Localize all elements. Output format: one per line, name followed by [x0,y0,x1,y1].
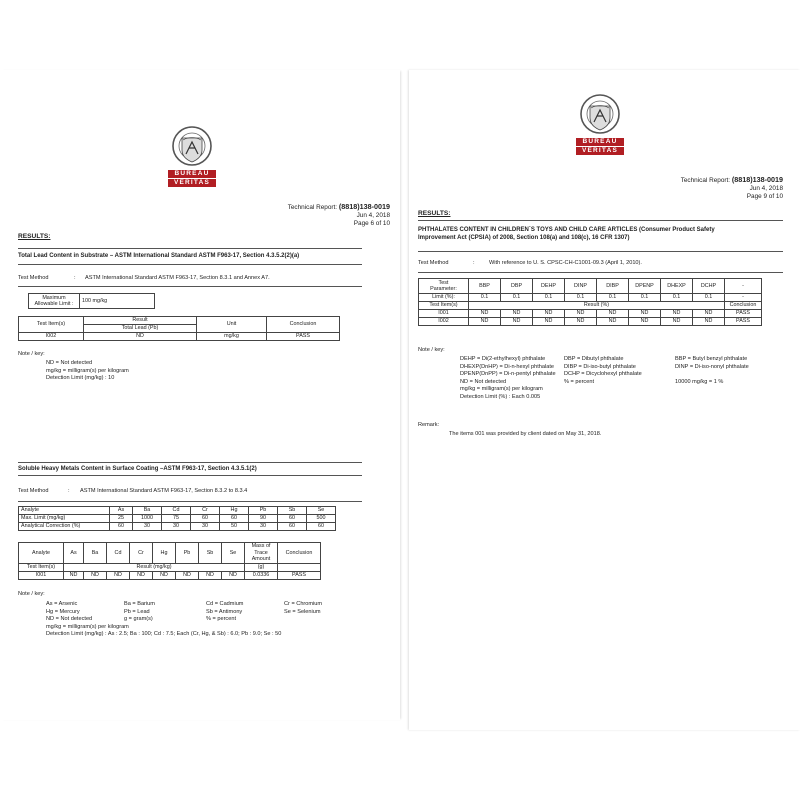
limit-row: Limit (%): 0.1 0.1 0.1 0.1 0.1 0.1 0.1 0.1 - [419,294,762,302]
metals-note-label: Note / key: [18,591,45,597]
report-header [288,203,390,228]
table-row: I002 ND ND ND ND ND ND ND ND PASS [419,318,762,326]
col-test-item: Test Item(s) [419,302,469,310]
param-dibp: DIBP [597,279,629,294]
brand-line-1: BUREAU [168,170,216,178]
mass-trace-header: Mass of Trace Amount [245,543,278,563]
report-number: (8818)138-0019 [731,175,783,184]
report-label: Technical Report: [680,177,731,184]
metals-result-table: Analyte As Ba Cd Cr Hg Pb Sb Se Mass of Trace Amount Conclusion Test Item(s) Result (mg/kg) (g) I001 ND ND ND ND ND ND ND ND 0.0336 PASS [18,542,321,580]
col-result: Result [84,317,197,325]
test-method-value: With reference to U. S. CPSC-CH-C1001-09.3 (April 1, 2010). [489,260,642,266]
col-total-lead: Total Lead (Pb) [84,325,197,333]
allowable-limit-table [28,293,155,309]
bureau-veritas-logo [168,124,216,187]
divider [18,475,362,476]
analyte-hg: Hg [220,507,249,515]
analyte-as: As [110,507,133,515]
phthalates-note-label: Note / key: [418,347,445,353]
table-row: Max. Limit (mg/kg) 25 1000 75 60 60 90 60 500 [19,515,336,523]
divider [18,286,362,287]
phthalates-title: PHTHALATES CONTENT IN CHILDREN`S TOYS AND CHILD CARE ARTICLES (Consumer Product Safety Improvement Act (CPSIA) of 2008, Section 108(a) and 108(c), 16 CFR 1307) [418,227,715,241]
brand-line-1: BUREAU [576,138,624,146]
col-conclusion: Conclusion [278,543,321,564]
analyte-label: Analyte [19,507,110,515]
results-heading: RESULTS: [418,210,451,217]
col-result: Result (mg/kg) [64,563,245,571]
col-test-item: Test Item(s) [19,317,84,333]
brand-line-2: VERITAS [168,179,216,187]
metals-key: As = Arsenic Ba = Barium Cd = Cadmium Cr = Chromium Hg = Mercury Pb = Lead Sb = Antimony Se = Selenium ND = Not detected g = gram(s) % = percent mg/kg = milligram(s) per kilogram Detection Limit (mg/kg) : As : 2.5; Ba : 100; Cd : 7.5; Each (Cr, Hg, & Sb) : 6.0; Pb : 9.0; Se : 50 [46,601,323,638]
page-number: Page 6 of 10 [353,220,390,227]
max-limit-value: 100 mg/kg [80,294,155,309]
table-row: I001 ND ND ND ND ND ND ND ND PASS [419,310,762,318]
param-dpenp: DPENP [629,279,661,294]
report-page-6 [0,70,400,720]
phthalates-key: DEHP = Di(2-ethylhexyl) phthalate DBP = Dibutyl phthalate BBP = Butyl benzyl phthalate DHEXP(DnHP) = Di-n-hexyl phthalate DIBP = Di-iso-butyl phthalate DINP = Di-iso-nonyl phthalate DPENP(DnPP) = Di-n-pentyl phthalate DCHP = Dicyclohexyl phthalate ND = Not detected % = percent 10000 mg/kg = 1 % mg/kg = milligram(s) per kilogram Detection Limit (%) : Each 0.005 [460,356,749,400]
param-blank: - [725,279,762,294]
remark-text: The items 001 was provided by client dated on May 31, 2018. [449,431,602,437]
param-dehp: DEHP [533,279,565,294]
analyte-sb: Sb [278,507,307,515]
param-dinp: DINP [565,279,597,294]
report-number: (8818)138-0019 [338,202,390,211]
param-label: Test Parameter: [419,279,469,294]
bureau-veritas-logo [576,92,624,155]
analyte-label: Analyte [19,543,64,564]
analyte-ba: Ba [133,507,162,515]
note-line: Detection Limit (mg/kg) : 10 [46,375,115,382]
analyte-cd: Cd [162,507,191,515]
divider [18,501,362,502]
lead-section-title: Total Lead Content in Substrate – ASTM International Standard ASTM F963-17, Section 4.3.5.2(2)(a) [18,253,300,259]
table-row: Analytical Correction (%) 60 30 30 30 50 30 60 60 [19,523,336,531]
phthalates-table [418,278,762,326]
test-method-label: Test Method [18,275,49,281]
test-method-value: ASTM International Standard ASTM F963-17, Section 8.3.1 and Annex A7. [85,275,270,281]
col-conclusion: Conclusion [725,302,762,310]
divider [18,248,362,249]
note-line: ND = Not detected [46,360,93,366]
bureau-veritas-seal-icon [168,124,216,170]
cell-unit: mg/kg [197,333,267,341]
report-header [681,176,783,201]
cell-item: I002 [19,333,84,341]
test-method-colon: : [74,275,76,281]
divider [418,272,783,273]
results-heading: RESULTS: [18,233,51,240]
note-line: mg/kg = milligram(s) per kilogram [46,367,129,374]
param-bbp: BBP [469,279,501,294]
remark-label: Remark: [418,422,440,428]
divider [418,220,783,221]
bureau-veritas-seal-icon [576,92,624,138]
report-date: Jun 4, 2018 [749,185,783,192]
analyte-cr: Cr [191,507,220,515]
cell-conclusion: PASS [267,333,340,341]
test-method-value: ASTM International Standard ASTM F963-17, Section 8.3.2 to 8.3.4 [80,488,248,494]
lead-result-table [18,316,340,341]
mass-unit: (g) [245,563,278,571]
col-result: Result (%) [469,302,725,310]
test-method-colon: : [473,260,475,266]
divider [418,251,783,252]
test-method-label: Test Method [418,260,449,266]
param-dbp: DBP [501,279,533,294]
metals-section-title: Soluble Heavy Metals Content in Surface Coating –ASTM F963-17, Section 4.3.5.1(2) [18,466,257,472]
analyte-se: Se [307,507,336,515]
lead-notes [46,360,129,383]
col-conclusion: Conclusion [267,317,340,333]
metals-limit-table [18,506,336,531]
param-dhexp: DHEXP [661,279,693,294]
brand-line-2: VERITAS [576,147,624,155]
table-row: I001 ND ND ND ND ND ND ND ND 0.0336 PASS [19,571,321,579]
test-method-label: Test Method [18,488,49,494]
report-page-9 [409,70,800,730]
report-date: Jun 4, 2018 [356,212,390,219]
max-limit-label: Maximum Allowable Limit : [29,294,80,309]
lead-note-label: Note / key: [18,351,45,357]
col-test-item: Test Item(s) [19,563,64,571]
page-number: Page 9 of 10 [746,193,783,200]
col-unit: Unit [197,317,267,333]
divider [18,264,362,265]
param-dchp: DCHP [693,279,725,294]
test-method-colon: : [68,488,70,494]
cell-result: ND [84,333,197,341]
divider [18,462,362,463]
analyte-pb: Pb [249,507,278,515]
report-label: Technical Report: [287,204,338,211]
